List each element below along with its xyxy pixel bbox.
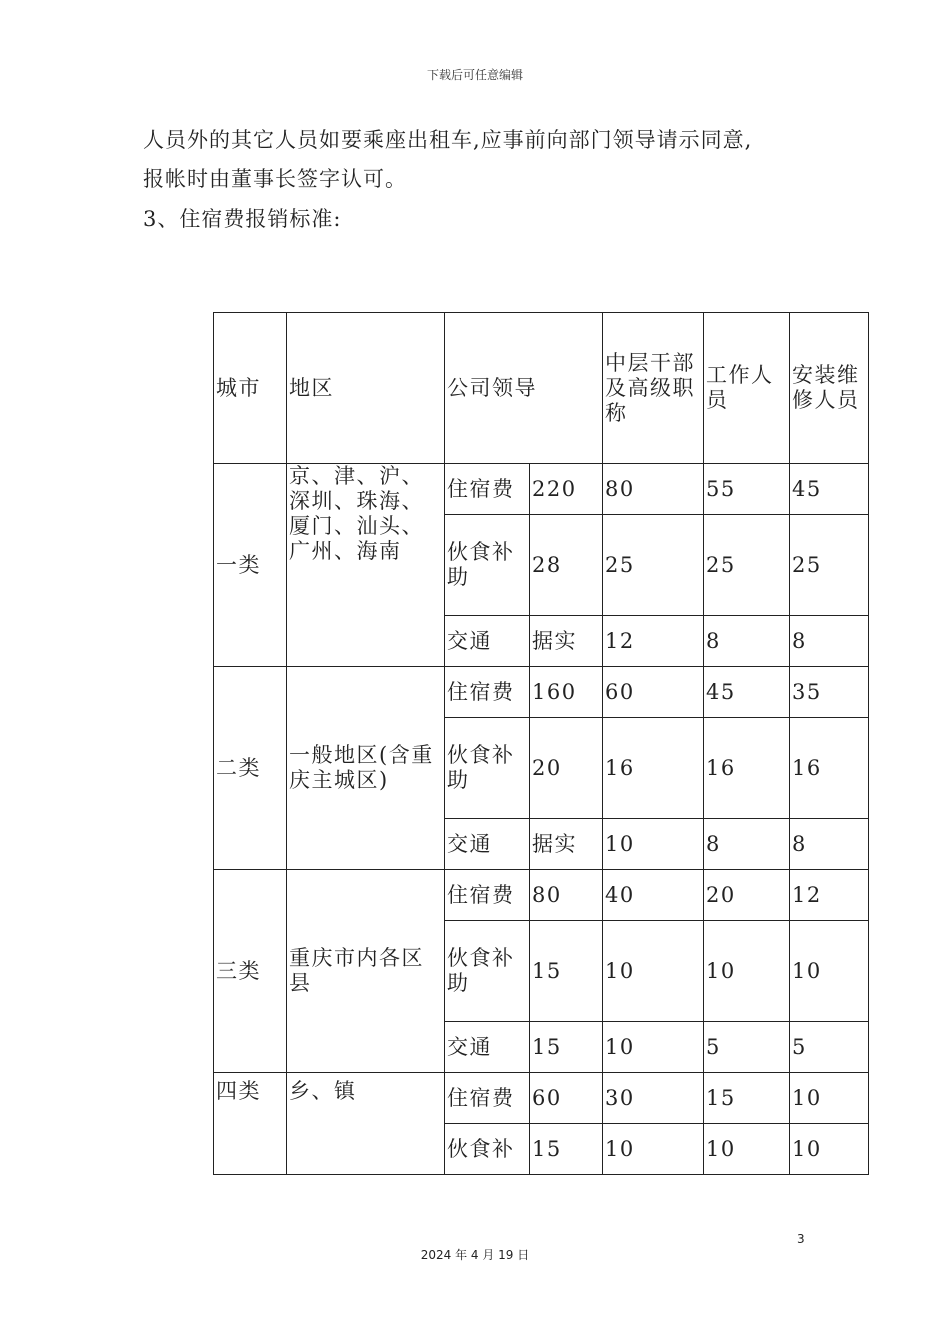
item-cell: 住宿费: [445, 870, 530, 921]
table-row: [214, 667, 869, 718]
middle-cell: 30: [603, 1073, 704, 1124]
paragraph-line-2: 报帐时由董事长签字认可。: [143, 167, 407, 191]
leader-cell: 60: [530, 1073, 603, 1124]
staff-cell: 8: [704, 616, 790, 667]
middle-cell: 10: [603, 921, 704, 1022]
staff-cell: 45: [704, 667, 790, 718]
staff-cell: 25: [704, 515, 790, 616]
header-installation-staff: 安装维修人员: [790, 313, 869, 464]
middle-cell: 16: [603, 718, 704, 819]
middle-cell: 12: [603, 616, 704, 667]
leader-cell: 80: [530, 870, 603, 921]
section-heading-lodging: 3、住宿费报销标准:: [143, 207, 342, 231]
install-cell: 10: [790, 1073, 869, 1124]
leader-cell: 28: [530, 515, 603, 616]
page-header: 下载后可任意编辑: [426, 68, 523, 82]
table-header-row: [214, 313, 869, 464]
item-cell: 伙食补: [445, 1124, 530, 1175]
install-cell: 5: [790, 1022, 869, 1073]
install-cell: 16: [790, 718, 869, 819]
item-cell: 交通: [445, 819, 530, 870]
item-cell: 伙食补助: [445, 515, 530, 616]
region-cell: 京、津、沪、深圳、珠海、厦门、汕头、广州、海南: [287, 464, 445, 667]
staff-cell: 20: [704, 870, 790, 921]
reimbursement-table: [213, 312, 869, 1175]
table-row: [214, 1073, 869, 1124]
install-cell: 25: [790, 515, 869, 616]
staff-cell: 8: [704, 819, 790, 870]
install-cell: 45: [790, 464, 869, 515]
middle-cell: 10: [603, 819, 704, 870]
install-cell: 8: [790, 616, 869, 667]
city-class-cell: 二类: [214, 667, 287, 870]
staff-cell: 10: [704, 921, 790, 1022]
install-cell: 10: [790, 921, 869, 1022]
middle-cell: 25: [603, 515, 704, 616]
middle-cell: 60: [603, 667, 704, 718]
leader-cell: 15: [530, 921, 603, 1022]
leader-cell: 220: [530, 464, 603, 515]
paragraph-line-1: 人员外的其它人员如要乘座出租车,应事前向部门领导请示同意,: [143, 128, 753, 152]
leader-cell: 据实: [530, 819, 603, 870]
install-cell: 8: [790, 819, 869, 870]
item-cell: 伙食补助: [445, 718, 530, 819]
staff-cell: 55: [704, 464, 790, 515]
middle-cell: 10: [603, 1124, 704, 1175]
staff-cell: 5: [704, 1022, 790, 1073]
leader-cell: 15: [530, 1124, 603, 1175]
install-cell: 35: [790, 667, 869, 718]
item-cell: 住宿费: [445, 667, 530, 718]
header-middle-management: 中层干部及高级职称: [603, 313, 704, 464]
item-cell: 住宿费: [445, 1073, 530, 1124]
item-cell: 交通: [445, 1022, 530, 1073]
install-cell: 12: [790, 870, 869, 921]
install-cell: 10: [790, 1124, 869, 1175]
city-class-cell: 四类: [214, 1073, 287, 1175]
header-region: 地区: [287, 313, 445, 464]
item-cell: 住宿费: [445, 464, 530, 515]
header-company-leader: 公司领导: [445, 313, 603, 464]
middle-cell: 40: [603, 870, 704, 921]
leader-cell: 据实: [530, 616, 603, 667]
staff-cell: 16: [704, 718, 790, 819]
city-class-cell: 三类: [214, 870, 287, 1073]
middle-cell: 10: [603, 1022, 704, 1073]
header-city: 城市: [214, 313, 287, 464]
table-row: [214, 870, 869, 921]
item-cell: 伙食补助: [445, 921, 530, 1022]
leader-cell: 20: [530, 718, 603, 819]
middle-cell: 80: [603, 464, 704, 515]
city-class-cell: 一类: [214, 464, 287, 667]
region-cell: 乡、镇: [287, 1073, 445, 1175]
staff-cell: 15: [704, 1073, 790, 1124]
leader-cell: 15: [530, 1022, 603, 1073]
footer-date: 2024 年 4 月 19 日: [420, 1248, 530, 1262]
table-row: [214, 464, 869, 515]
region-cell: 一般地区(含重庆主城区): [287, 667, 445, 870]
header-staff: 工作人员: [704, 313, 790, 464]
region-cell: 重庆市内各区县: [287, 870, 445, 1073]
item-cell: 交通: [445, 616, 530, 667]
staff-cell: 10: [704, 1124, 790, 1175]
leader-cell: 160: [530, 667, 603, 718]
page-number: 3: [797, 1232, 805, 1246]
